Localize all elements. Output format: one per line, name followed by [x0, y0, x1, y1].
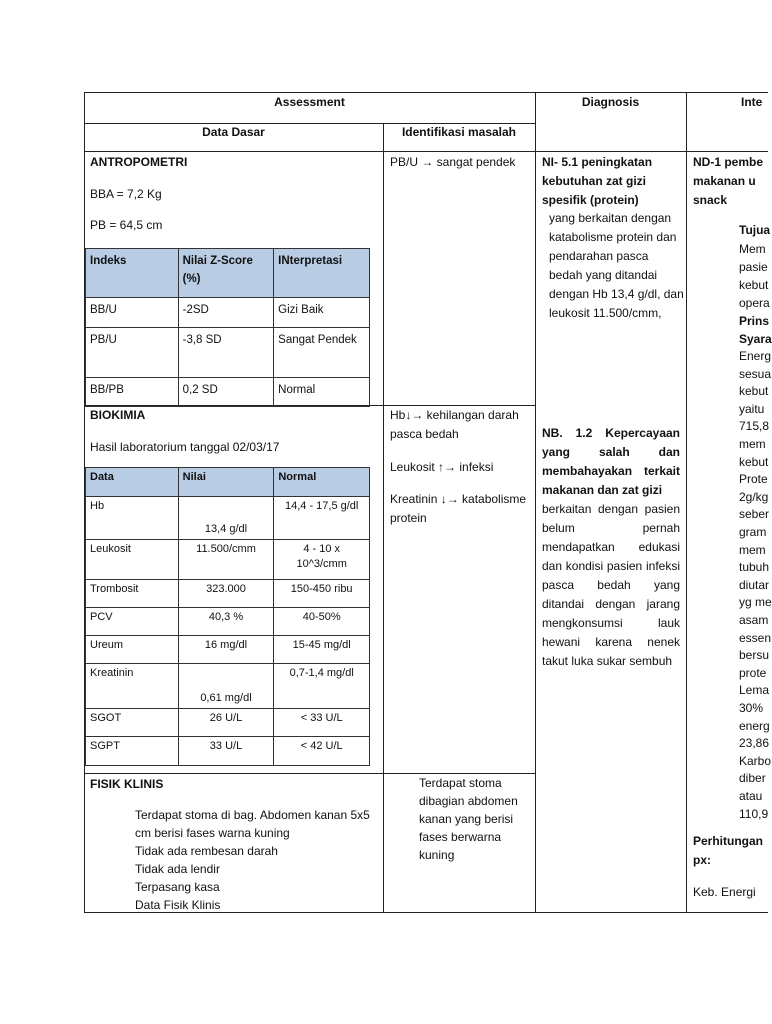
intervention-line: energ: [739, 718, 770, 733]
cell: 33 U/L: [178, 737, 274, 766]
biokimia-subtitle: Hasil laboratorium tanggal 02/03/17: [90, 440, 280, 454]
intervention-line: kebut: [739, 384, 769, 399]
table-row: [86, 378, 370, 407]
cell: 0,2 SD: [178, 378, 274, 407]
table-header-row: [86, 468, 370, 497]
identifikasi-header: Identifikasi masalah: [401, 125, 517, 139]
col-interpretasi: INterpretasi: [274, 249, 370, 298]
intervention-line: Mem: [739, 242, 766, 256]
table-border-col2: [383, 123, 384, 913]
diagnosis-nb-title: NB. 1.2 Kepercayaan yang salah dan membahayakan terkait makanan dan zat gizi: [542, 426, 680, 497]
table-border-col4: [686, 92, 687, 913]
diagnosis-ni-title: NI- 5.1 peningkatan kebutuhan zat gizi spesifik (protein): [542, 155, 653, 207]
cell: Sangat Pendek: [274, 328, 370, 378]
diagnosis-nb: [542, 405, 680, 671]
intervention-line: kebut: [739, 278, 769, 292]
intervention-line: pasie: [739, 260, 768, 274]
cell: < 42 U/L: [274, 737, 370, 766]
cell: SGPT: [86, 737, 179, 766]
intervention-px: px:: [693, 853, 711, 867]
biokimia-table: [85, 467, 370, 766]
table-row: [86, 298, 370, 328]
fisik-line: Terpasang kasa: [135, 880, 220, 894]
fisik-title: FISIK KLINIS: [90, 777, 164, 791]
biokimia-problem-kreatinin: Kreatinin ↓→ katabolisme protein: [390, 492, 527, 525]
table-row: [86, 328, 370, 378]
antropometri-table: [85, 248, 370, 407]
cell: -2SD: [178, 298, 274, 328]
intervention-line: essen: [739, 630, 772, 645]
cell: Normal: [274, 378, 370, 407]
table-border-head: [84, 151, 768, 152]
intervention-line: yg me: [739, 595, 772, 610]
intervention-line: bersu: [739, 648, 770, 663]
cell: Ureum: [86, 636, 179, 664]
intervention-line: mem: [739, 437, 766, 451]
table-row: [86, 608, 370, 636]
intervention-line: yaitu: [739, 401, 765, 416]
intervention-title-2: makanan u: [693, 174, 756, 188]
fisik-line: Tidak ada rembesan darah: [135, 844, 278, 858]
intervention-line: Prote: [739, 472, 768, 487]
intervention-title-1: ND-1 pembe: [693, 155, 764, 169]
biokimia-problem-leukosit: Leukosit ↑→ infeksi: [390, 460, 494, 474]
intervention-line: prote: [739, 665, 767, 680]
cell: 40,3 %: [178, 608, 274, 636]
col-indeks: Indeks: [86, 249, 179, 298]
fisik-line: Terdapat stoma di bag. Abdomen kanan 5x5 cm berisi fases warna kuning: [135, 808, 370, 840]
bba-value: BBA = 7,2 Kg: [90, 187, 162, 201]
intervention-line: opera: [739, 296, 770, 310]
cell: 16 mg/dl: [178, 636, 274, 664]
table-border-col3: [535, 92, 536, 913]
cell: Gizi Baik: [274, 298, 370, 328]
intervention-line: 30%: [739, 701, 764, 715]
col-data: Data: [86, 468, 179, 497]
intervention-line: Energ: [739, 349, 772, 363]
intervention-title-3: snack: [693, 193, 728, 207]
cell: Leukosit: [86, 540, 179, 580]
table-header-row: [86, 249, 370, 298]
intervention-line: 2g/kg: [739, 489, 769, 504]
intervention-tujuan: Tujua: [739, 223, 771, 237]
intervention-keb: Keb. Energi: [693, 885, 756, 899]
cell: 14,4 - 17,5 g/dl: [274, 497, 370, 540]
pb-value: PB = 64,5 cm: [90, 218, 163, 232]
intervention-line: 715,8: [739, 419, 770, 434]
table-row: [86, 497, 370, 540]
table-row: [86, 664, 370, 709]
intervention-line: 23,86: [739, 736, 770, 751]
intervention-line: Syara: [739, 332, 772, 346]
biokimia-title: BIOKIMIA: [90, 408, 146, 422]
cell: Kreatinin: [86, 664, 179, 709]
cell: 0,7-1,4 mg/dl: [274, 664, 370, 709]
fisik-problem: Terdapat stoma dibagian abdomen kanan yang berisi fases berwarna kuning: [419, 776, 518, 862]
cell: PB/U: [86, 328, 179, 378]
cell: 323.000: [178, 580, 274, 608]
table-row: [86, 540, 370, 580]
table-row: [86, 636, 370, 664]
col-nilai: Nilai: [178, 468, 274, 497]
table-row: [86, 709, 370, 737]
cell: BB/U: [86, 298, 179, 328]
intervention-line: diutar: [739, 577, 770, 592]
cell: 150-450 ribu: [274, 580, 370, 608]
fisik-line: Data Fisik Klinis: [135, 898, 221, 912]
intervention-line: asam: [739, 613, 769, 627]
intervention-line: Prins: [739, 314, 770, 328]
cell: 15-45 mg/dl: [274, 636, 370, 664]
antropometri-title: ANTROPOMETRI: [90, 155, 188, 169]
cell: BB/PB: [86, 378, 179, 407]
cell: 13,4 g/dl: [178, 497, 274, 540]
cell: 26 U/L: [178, 709, 274, 737]
cell: 4 - 10 x 10^3/cmm: [274, 540, 370, 580]
cell: Trombosit: [86, 580, 179, 608]
intervention-line: kebut: [739, 454, 769, 469]
cell: -3,8 SD: [178, 328, 274, 378]
diagnosis-nb-body: berkaitan dengan pasien belum pernah mendapatkan edukasi dan kondisi pasien infeksi pasca bedah yang ditandai dengan jarang mengkonsumsi lauk hewani karena nenek takut luka sukar sembuh: [542, 502, 680, 668]
cell: Hb: [86, 497, 179, 540]
intervention-line: 110,9: [739, 806, 769, 821]
cell: 40-50%: [274, 608, 370, 636]
cell: PCV: [86, 608, 179, 636]
cell: 11.500/cmm: [178, 540, 274, 580]
diagnosis-ni-body: yang berkaitan dengan katabolisme protein dan pendarahan pasca bedah yang ditandai dengan Hb 13,4 g/dl, dan leukosit 11.500/cmm,: [549, 211, 684, 320]
table-row: [86, 580, 370, 608]
assessment-header: Assessment: [274, 95, 345, 109]
cell: < 33 U/L: [274, 709, 370, 737]
intervention-line: Karbo: [739, 753, 772, 768]
data-dasar-header: Data Dasar: [202, 125, 265, 139]
intervention-line: mem: [739, 542, 766, 557]
intervention-line: tubuh: [739, 560, 770, 575]
col-normal: Normal: [274, 468, 370, 497]
col-nilai: Nilai Z-Score (%): [178, 249, 274, 298]
intervention-perhitungan: Perhitungan: [693, 834, 764, 848]
intervention-line: sesua: [739, 366, 772, 381]
intervention-line: Lema: [739, 683, 770, 698]
cell: 0,61 mg/dl: [178, 664, 274, 709]
fisik-line: Tidak ada lendir: [135, 862, 220, 876]
intervention-line: gram: [739, 525, 767, 539]
intervention-header: Inte: [741, 95, 763, 109]
biokimia-problem-hb: Hb↓→ kehilangan darah pasca bedah: [390, 408, 519, 441]
table-row: [86, 737, 370, 766]
intervention-line: diber: [739, 771, 766, 786]
antropometri-problem: PB/U → sangat pendek: [390, 155, 516, 169]
cell: SGOT: [86, 709, 179, 737]
intervention-line: seber: [739, 507, 770, 522]
diagnosis-header: Diagnosis: [581, 95, 640, 109]
intervention-line: atau: [739, 789, 763, 803]
